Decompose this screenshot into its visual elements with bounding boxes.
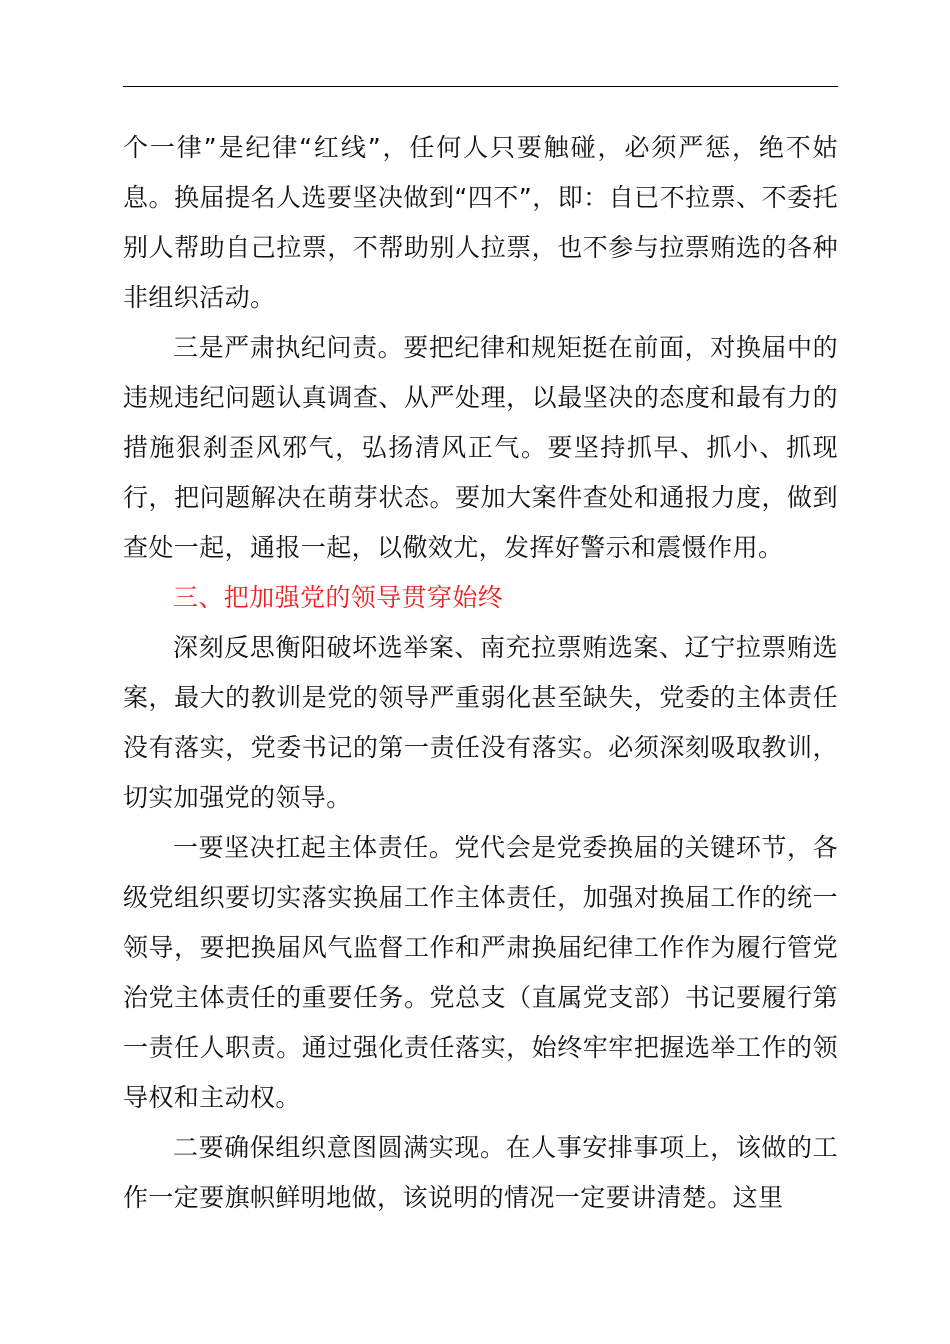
document-body (123, 123, 838, 1223)
paragraph-main-responsibility: 一要坚决扛起主体责任。党代会是党委换届的关键环节，各级党组织要切实落实换届工作主体责任，加强对换届工作的统一领导，要把换届风气监督工作和严肃换届纪律工作作为履行管党治党主体责任的重要任务。党总支（直属党支部）书记要履行第一责任人职责。通过强化责任落实，始终牢牢把握选举工作的领导权和主动权。 (123, 833, 838, 1112)
paragraph-accountability: 三是严肃执纪问责。要把纪律和规矩挺在前面，对换届中的违规违纪问题认真调查、从严处理，以最坚决的态度和最有力的措施狠刹歪风邪气，弘扬清风正气。要坚持抓早、抓小、抓现行，把问题解决在萌芽状态。要加大案件查处和通报力度，做到查处一起，通报一起，以儆效尤，发挥好警示和震慑作用。 (123, 333, 838, 562)
paragraph-organizational-intent: 二要确保组织意图圆满实现。在人事安排事项上，该做的工作一定要旗帜鲜明地做，该说明的情况一定要讲清楚。这里 (123, 1133, 838, 1212)
header-rule (123, 86, 838, 87)
paragraph-discipline-redline: 个一律”是纪律“红线”，任何人只要触碰，必须严惩，绝不姑息。换届提名人选要坚决做到“四不”，即：自已不拉票、不委托别人帮助自己拉票，不帮助别人拉票，也不参与拉票贿选的各种非组织活动。 (123, 133, 838, 312)
paragraph-lessons: 深刻反思衡阳破坏选举案、南充拉票贿选案、辽宁拉票贿选案，最大的教训是党的领导严重弱化甚至缺失，党委的主体责任没有落实，党委书记的第一责任没有落实。必须深刻吸取教训，切实加强党的领导。 (123, 633, 838, 812)
section-heading-party-leadership: 三、把加强党的领导贯穿始终 (173, 583, 504, 612)
